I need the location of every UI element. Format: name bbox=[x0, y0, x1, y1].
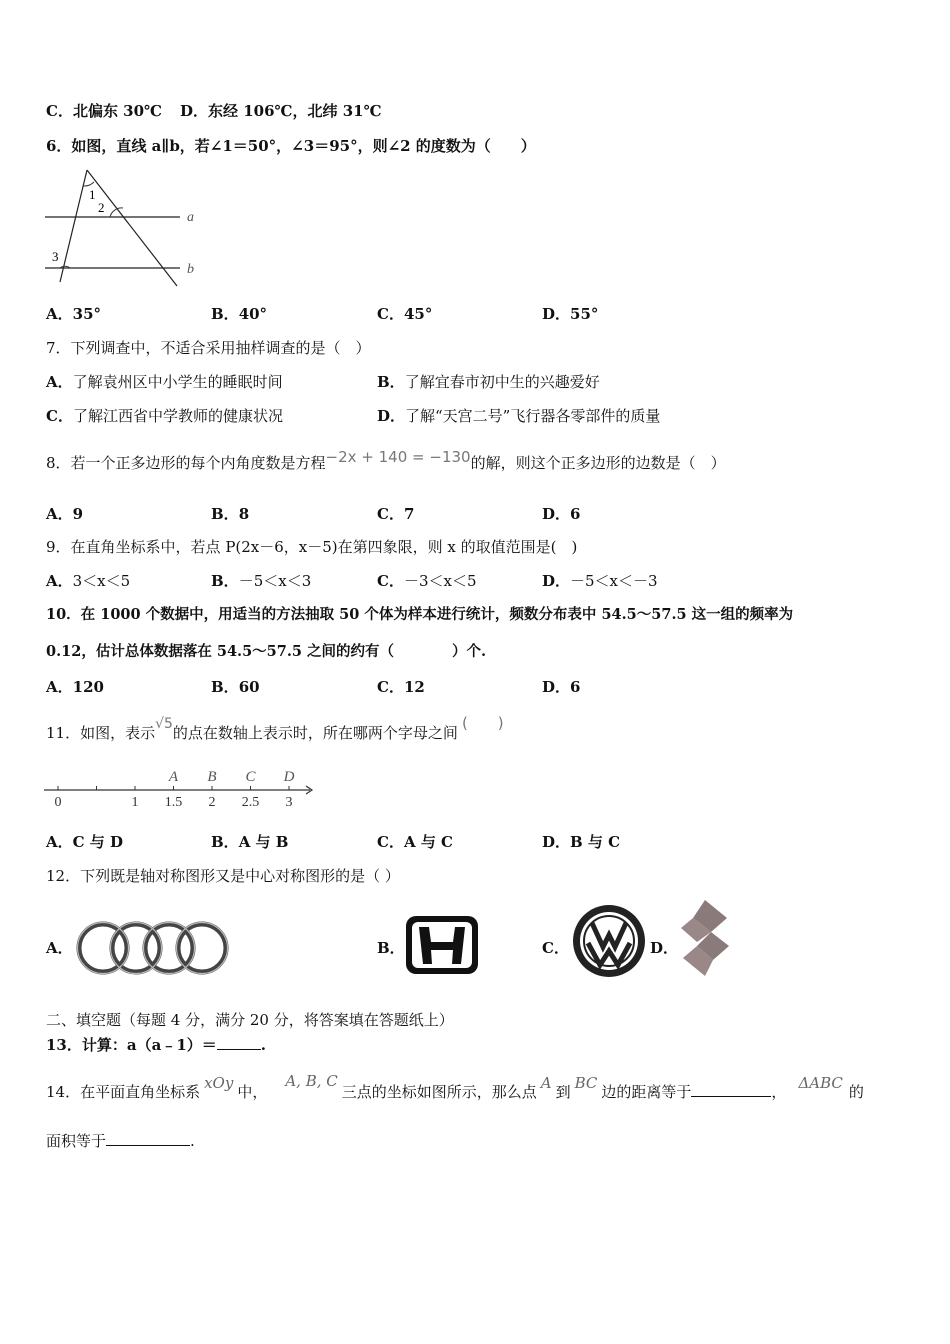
q8-equation: −2x + 140 = −130 bbox=[325, 448, 471, 466]
q8-option-b: B．8 bbox=[211, 505, 250, 523]
q11-option-d: D．B 与 C bbox=[542, 833, 621, 851]
q9-option-d: D．－5＜x＜－3 bbox=[542, 572, 658, 590]
angle-2-label: 2 bbox=[98, 200, 105, 215]
q10-option-a: A．120 bbox=[46, 678, 104, 696]
volkswagen-logo-icon bbox=[570, 903, 648, 979]
q11-stem: 11．如图，表示√5的点在数轴上表示时，所在哪两个字母之间( ) bbox=[46, 714, 504, 742]
line-a-label: a bbox=[187, 210, 194, 225]
honda-h-logo-icon bbox=[404, 914, 480, 976]
q11-number-line bbox=[40, 764, 330, 814]
q10-stem-line1: 10．在 1000 个数据中，用适当的方法抽取 50 个体为样本进行统计，频数分布表中 54.5～57.5 这一组的频率为 bbox=[46, 606, 794, 623]
q10-stem-line2: 0.12，估计总体数据落在 54.5～57.5 之间的约有（ ）个. bbox=[46, 643, 487, 660]
section-2-heading: 二、填空题（每题 4 分，满分 20 分，将答案填在答题纸上） bbox=[46, 1011, 454, 1029]
suzuki-s-logo-icon bbox=[675, 898, 735, 978]
q7-option-c: C．了解江西省中学教师的健康状况 bbox=[46, 407, 283, 425]
q9-option-c: C．－3＜x＜5 bbox=[377, 572, 477, 590]
q11-paren: ( ) bbox=[461, 714, 504, 732]
axis-tick-label: 3 bbox=[285, 795, 293, 810]
angle-3-label: 3 bbox=[52, 249, 59, 264]
q7-option-b: B．了解宜春市初中生的兴趣爱好 bbox=[377, 373, 600, 391]
axis-tick-label: 1.5 bbox=[164, 795, 183, 810]
audi-rings-logo-icon bbox=[74, 918, 230, 978]
q6-figure bbox=[40, 164, 210, 288]
q12-option-b-label: B． bbox=[377, 939, 405, 957]
q11-option-b: B．A 与 B bbox=[211, 833, 289, 851]
axis-point-letter: B bbox=[207, 769, 217, 785]
q9-option-a: A．3＜x＜5 bbox=[46, 572, 131, 590]
q6-option-a: A．35° bbox=[46, 305, 102, 323]
q10-option-d: D．6 bbox=[542, 678, 581, 696]
q10-option-c: C．12 bbox=[377, 678, 425, 696]
q14-stem-line1: 14．在平面直角坐标系 xOy 中，A, B, C三点的坐标如图所示，那么点 A 到 BC 边的距离等于 ， ΔABC 的 bbox=[46, 1072, 864, 1101]
q14-distance-blank[interactable] bbox=[691, 1082, 771, 1097]
q11-option-a: A．C 与 D bbox=[46, 833, 124, 851]
q12-option-c-label: C． bbox=[542, 939, 569, 957]
axis-tick-label: 2.5 bbox=[241, 795, 260, 810]
line-b-label: b bbox=[187, 262, 194, 277]
q13-answer-blank[interactable] bbox=[217, 1035, 261, 1050]
q7-option-d: D．了解“天宫二号”飞行器各零部件的质量 bbox=[377, 407, 661, 425]
q8-stem: 8．若一个正多边形的每个内角度数是方程−2x + 140 = −130的解，则这个正多边形的边数是（ ） bbox=[46, 448, 726, 472]
q10-option-b: B．60 bbox=[211, 678, 260, 696]
q8-option-c: C．7 bbox=[377, 505, 415, 523]
q9-option-b: B．－5＜x＜3 bbox=[211, 572, 312, 590]
q11-radical: √5 bbox=[155, 716, 173, 732]
q11-option-c: C．A 与 C bbox=[377, 833, 453, 851]
axis-tick-label: 0 bbox=[54, 795, 62, 810]
q6-option-c: C．45° bbox=[377, 305, 433, 323]
q5-option-c: C．北偏东 30℃ bbox=[46, 102, 163, 120]
q9-stem: 9．在直角坐标系中，若点 P(2x－6，x－5)在第四象限，则 x 的取值范围是( ) bbox=[46, 538, 578, 556]
q7-option-a: A．了解袁州区中小学生的睡眠时间 bbox=[46, 373, 283, 391]
axis-point-letter: A bbox=[168, 769, 179, 785]
axis-tick-label: 1 bbox=[131, 795, 139, 810]
q12-option-a-label: A． bbox=[46, 939, 73, 957]
q13-stem: 13．计算：a（a﹣1）＝ . bbox=[46, 1036, 266, 1054]
q6-stem: 6．如图，直线 a∥b，若∠1＝50°，∠3＝95°，则∠2 的度数为（ ） bbox=[46, 137, 536, 155]
q8-option-d: D．6 bbox=[542, 505, 581, 523]
axis-point-letter: D bbox=[283, 769, 295, 785]
q8-option-a: A．9 bbox=[46, 505, 84, 523]
q12-option-d-label: D． bbox=[650, 939, 679, 957]
q6-option-b: B．40° bbox=[211, 305, 268, 323]
axis-point-letter: C bbox=[245, 769, 256, 785]
q6-option-d: D．55° bbox=[542, 305, 599, 323]
axis-tick-label: 2 bbox=[208, 795, 216, 810]
q5-option-d: D．东经 106℃，北纬 31℃ bbox=[180, 102, 382, 120]
q14-area-blank[interactable] bbox=[106, 1131, 190, 1146]
q14-stem-line2: 面积等于 . bbox=[46, 1132, 195, 1150]
q7-stem: 7．下列调查中，不适合采用抽样调查的是（ ） bbox=[46, 339, 371, 357]
q12-stem: 12．下列既是轴对称图形又是中心对称图形的是（ ） bbox=[46, 867, 400, 885]
angle-1-label: 1 bbox=[89, 187, 96, 202]
